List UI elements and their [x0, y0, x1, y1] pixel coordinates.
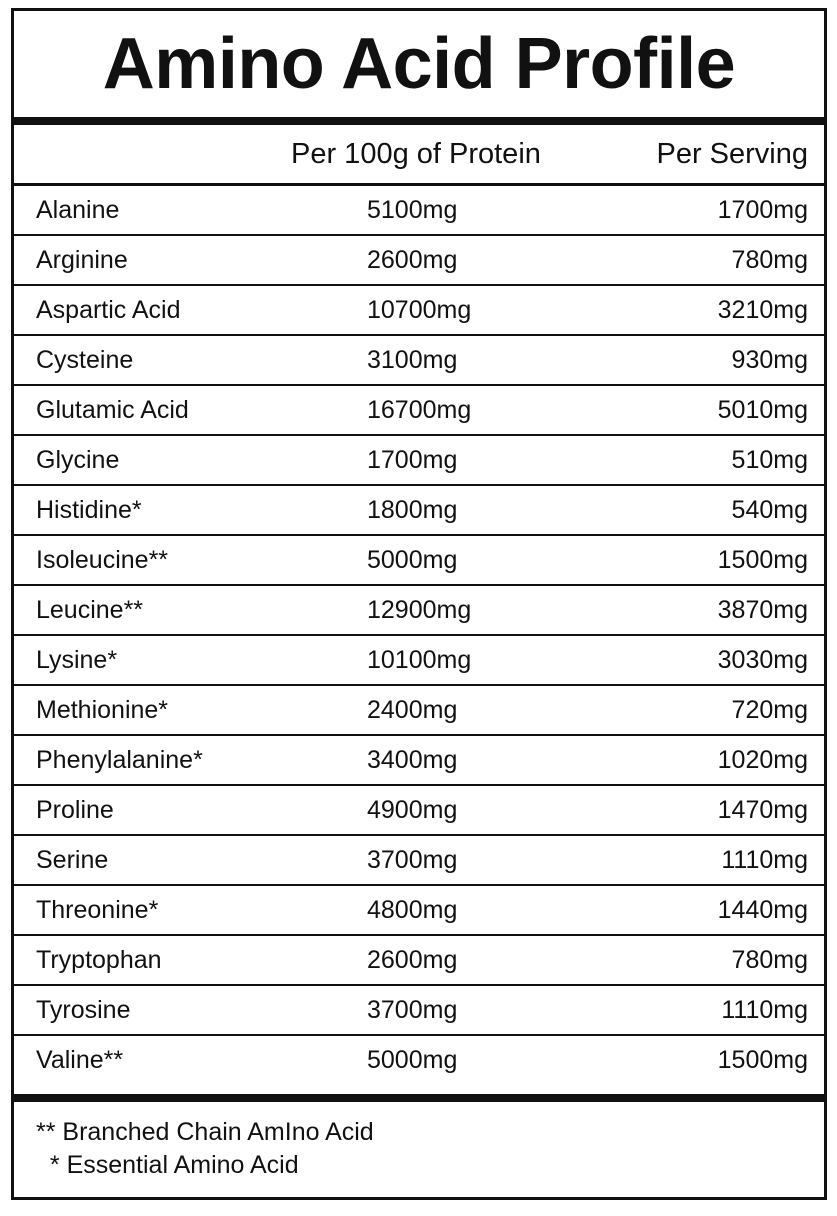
- footnotes: [14, 1102, 824, 1182]
- per-100g-value: 2600mg: [367, 245, 458, 274]
- per-serving-value: 1020mg: [717, 745, 808, 774]
- per-serving-value: 540mg: [731, 495, 808, 524]
- table-row: [14, 936, 824, 986]
- table-row: [14, 436, 824, 486]
- amino-acid-name: Serine: [36, 845, 109, 874]
- amino-acid-name: Leucine**: [36, 595, 144, 624]
- footnote-essential: * Essential Amino Acid: [36, 1151, 299, 1179]
- per-serving-value: 1110mg: [721, 845, 808, 874]
- per-100g-value: 16700mg: [367, 395, 472, 424]
- amino-acid-name: Tyrosine: [36, 995, 131, 1024]
- per-serving-value: 1110mg: [721, 995, 808, 1024]
- table-row: [14, 386, 824, 436]
- table-row: [14, 836, 824, 886]
- per-serving-value: 1500mg: [717, 545, 808, 574]
- per-serving-value: 1470mg: [717, 795, 808, 824]
- table-row: [14, 186, 824, 236]
- amino-acid-name: Aspartic Acid: [36, 295, 181, 324]
- amino-acid-name: Valine**: [36, 1045, 124, 1074]
- table-row: [14, 986, 824, 1036]
- per-100g-value: 5000mg: [367, 545, 458, 574]
- per-100g-value: 4800mg: [367, 895, 458, 924]
- table-row: [14, 736, 824, 786]
- amino-acid-panel: [11, 8, 827, 1200]
- table-row: [14, 286, 824, 336]
- amino-acid-name: Glycine: [36, 445, 120, 474]
- per-100g-value: 5100mg: [367, 195, 458, 224]
- header-per-serving: Per Serving: [656, 137, 808, 170]
- per-serving-value: 780mg: [731, 945, 808, 974]
- page-title: Amino Acid Profile: [14, 11, 824, 125]
- per-100g-value: 5000mg: [367, 1045, 458, 1074]
- per-serving-value: 510mg: [731, 445, 808, 474]
- per-serving-value: 3210mg: [717, 295, 808, 324]
- table-row: [14, 486, 824, 536]
- per-serving-value: 1440mg: [717, 895, 808, 924]
- amino-acid-name: Methionine*: [36, 695, 169, 724]
- table-row: [14, 336, 824, 386]
- per-100g-value: 1800mg: [367, 495, 458, 524]
- amino-acid-name: Phenylalanine*: [36, 745, 203, 774]
- per-serving-value: 3870mg: [717, 595, 808, 624]
- amino-acid-name: Threonine*: [36, 895, 159, 924]
- table-row: [14, 886, 824, 936]
- per-serving-value: 720mg: [731, 695, 808, 724]
- table-row: [14, 586, 824, 636]
- table-row: [14, 236, 824, 286]
- table-row: [14, 536, 824, 586]
- table-body: [14, 186, 824, 1084]
- amino-acid-name: Tryptophan: [36, 945, 162, 974]
- amino-acid-name: Proline: [36, 795, 114, 824]
- per-100g-value: 2400mg: [367, 695, 458, 724]
- per-100g-value: 3400mg: [367, 745, 458, 774]
- amino-acid-name: Glutamic Acid: [36, 395, 189, 424]
- amino-acid-name: Isoleucine**: [36, 545, 169, 574]
- per-serving-value: 1500mg: [717, 1045, 808, 1074]
- amino-acid-name: Cysteine: [36, 345, 134, 374]
- per-100g-value: 10700mg: [367, 295, 472, 324]
- per-100g-value: 2600mg: [367, 945, 458, 974]
- amino-acid-name: Lysine*: [36, 645, 118, 674]
- per-serving-value: 5010mg: [717, 395, 808, 424]
- header-per-100g: Per 100g of Protein: [291, 137, 541, 170]
- per-100g-value: 10100mg: [367, 645, 472, 674]
- amino-acid-name: Alanine: [36, 195, 120, 224]
- per-serving-value: 780mg: [731, 245, 808, 274]
- per-serving-value: 3030mg: [717, 645, 808, 674]
- per-100g-value: 4900mg: [367, 795, 458, 824]
- amino-acid-name: Arginine: [36, 245, 128, 274]
- table-row: [14, 686, 824, 736]
- per-100g-value: 3700mg: [367, 845, 458, 874]
- per-100g-value: 1700mg: [367, 445, 458, 474]
- per-100g-value: 12900mg: [367, 595, 472, 624]
- table-row: [14, 1036, 824, 1084]
- per-serving-value: 930mg: [731, 345, 808, 374]
- per-serving-value: 1700mg: [717, 195, 808, 224]
- table-row: [14, 786, 824, 836]
- per-100g-value: 3700mg: [367, 995, 458, 1024]
- table-bottom-rule: [14, 1084, 824, 1102]
- footnote-bcaa: ** Branched Chain AmIno Acid: [36, 1118, 374, 1146]
- table-header-row: [14, 125, 824, 186]
- per-100g-value: 3100mg: [367, 345, 458, 374]
- table-row: [14, 636, 824, 686]
- amino-acid-name: Histidine*: [36, 495, 142, 524]
